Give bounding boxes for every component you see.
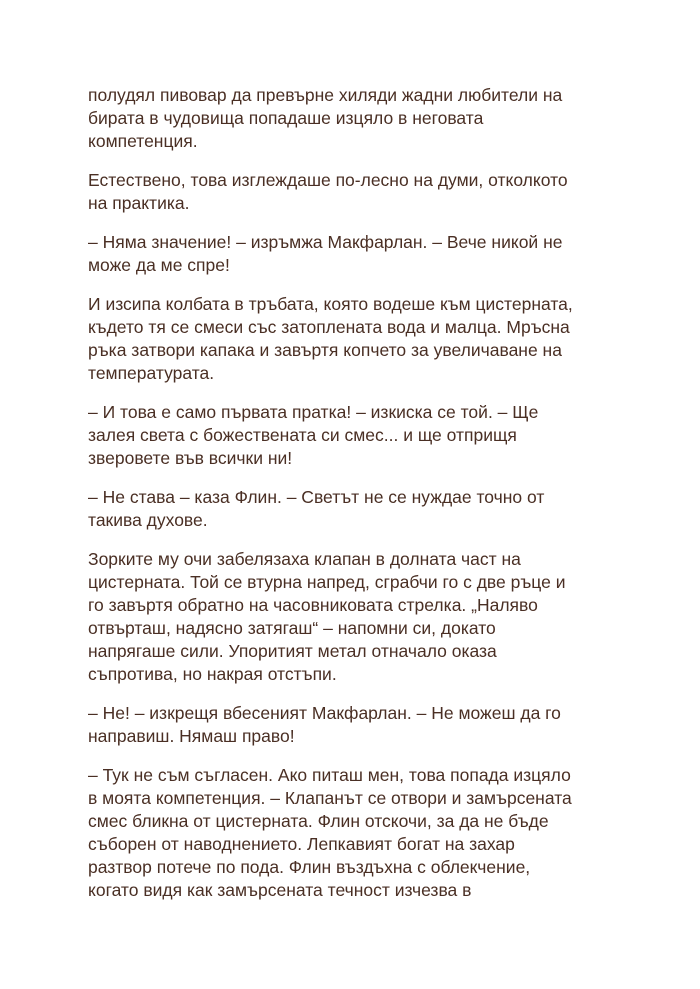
- text-line: съпротива, но накрая отстъпи.: [88, 664, 337, 684]
- text-line: Зорките му очи забелязаха клапан в долната част на: [88, 549, 521, 569]
- paragraph: [88, 548, 618, 686]
- paragraph: [88, 293, 618, 385]
- text-line: – Не! – изкрещя вбесеният Макфарлан. – Не можеш да го: [88, 703, 561, 723]
- text-line: където тя се смеси със затоплената вода и малца. Мръсна: [88, 317, 570, 337]
- text-line: в моята компетенция. – Клапанът се отвори и замърсената: [88, 788, 572, 808]
- text-line: отвърташ, надясно затягаш“ – напомни си, докато: [88, 618, 496, 638]
- paragraph: [88, 702, 618, 748]
- text-line: го завъртя обратно на часовниковата стрелка. „Наляво: [88, 595, 538, 615]
- text-line: зверовете във всички ни!: [88, 448, 293, 468]
- paragraph: [88, 401, 618, 470]
- text-line: компетенция.: [88, 131, 198, 151]
- text-line: – Не става – каза Флин. – Светът не се нуждае точно от: [88, 487, 545, 507]
- page-text-body: [88, 84, 618, 918]
- text-line: температурата.: [88, 363, 215, 383]
- text-line: разтвор потече по пода. Флин въздъхна с облекчение,: [88, 857, 531, 877]
- text-line: цистерната. Той се втурна напред, сграбчи го с две ръце и: [88, 572, 566, 592]
- text-line: И изсипа колбата в тръбата, която водеше към цистерната,: [88, 294, 573, 314]
- paragraph: [88, 169, 618, 215]
- text-line: полудял пивовар да превърне хиляди жадни любители на: [88, 85, 563, 105]
- text-line: такива духове.: [88, 510, 208, 530]
- paragraph: [88, 764, 618, 902]
- text-line: бирата в чудовища попадаше изцяло в неговата: [88, 108, 484, 128]
- text-line: – Няма значение! – изръмжа Макфарлан. – Вече никой не: [88, 232, 563, 252]
- text-line: на практика.: [88, 193, 190, 213]
- paragraph: [88, 486, 618, 532]
- text-line: когато видя как замърсената течност изчезва в: [88, 880, 472, 900]
- text-line: смес бликна от цистерната. Флин отскочи, за да не бъде: [88, 811, 549, 831]
- paragraph: [88, 84, 618, 153]
- text-line: ръка затвори капака и завъртя копчето за увеличаване на: [88, 340, 562, 360]
- text-line: може да ме спре!: [88, 255, 230, 275]
- text-line: съборен от наводнението. Лепкавият богат на захар: [88, 834, 515, 854]
- text-line: – И това е само първата пратка! – изкиска се той. – Ще: [88, 402, 539, 422]
- text-line: направиш. Нямаш право!: [88, 726, 295, 746]
- text-line: – Тук не съм съгласен. Ако питаш мен, това попада изцяло: [88, 765, 571, 785]
- paragraph: [88, 231, 618, 277]
- text-line: напрягаше сили. Упоритият метал отначало оказа: [88, 641, 497, 661]
- text-line: залея света с божествената си смес... и ще отприщя: [88, 425, 517, 445]
- text-line: Естествено, това изглеждаше по-лесно на думи, отколкото: [88, 170, 568, 190]
